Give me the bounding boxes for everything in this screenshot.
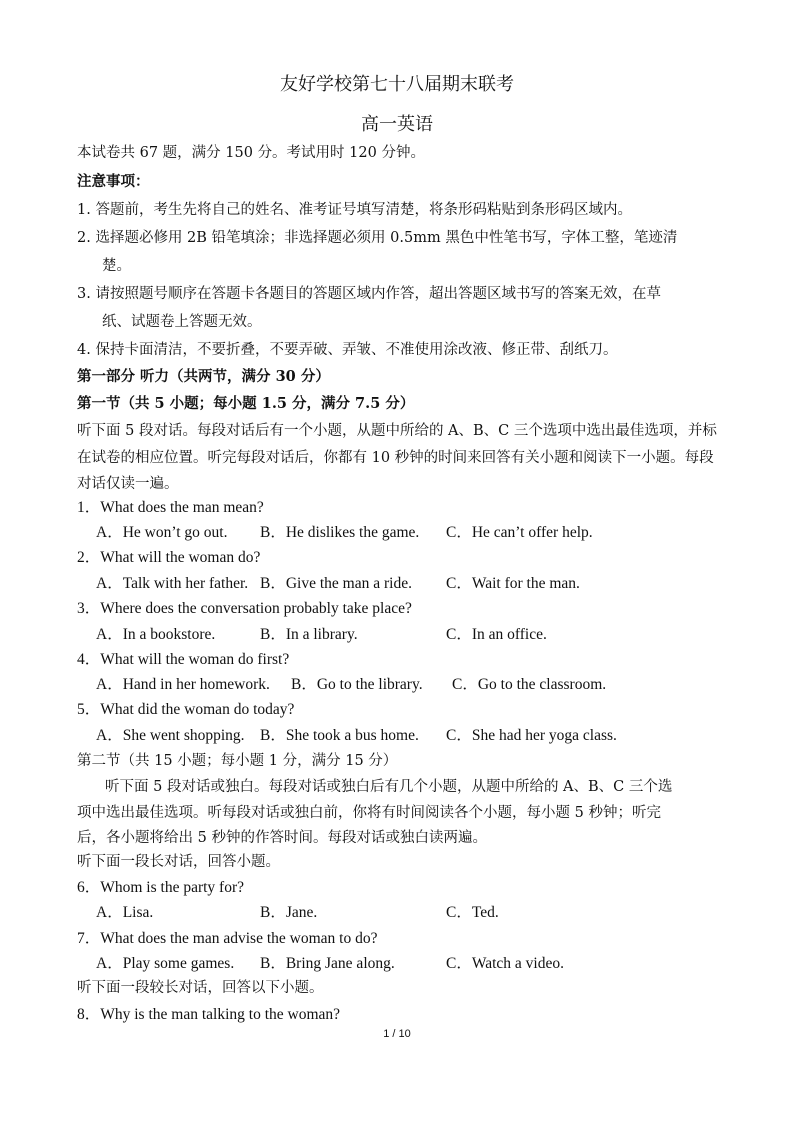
option-a: A．Hand in her homework. [96, 676, 270, 693]
option-c: C．Ted. [446, 904, 499, 921]
option-b: B．Bring Jane along. [260, 955, 395, 972]
section1-instructions: 对话仅读一遍。 [77, 476, 179, 492]
option-a: A．She went shopping. [96, 727, 245, 744]
option-c: C．Go to the classroom. [452, 676, 607, 693]
question-stem: 8．Why is the man talking to the woman? [77, 1006, 341, 1023]
option-a: A．He won’t go out. [96, 524, 228, 541]
notice-heading: 注意事项： [77, 173, 150, 190]
exam-intro: 本试卷共 67 题，满分 150 分。考试用时 120 分钟。 [77, 145, 425, 161]
question-stem: 3．Where does the conversation probably take place? [77, 600, 412, 617]
option-b: B．In a library. [260, 626, 358, 643]
option-b: B．She took a bus home. [260, 727, 419, 744]
option-b: B．Jane. [260, 904, 318, 921]
question-stem: 4．What will the woman do first? [77, 651, 290, 668]
section1-instructions: 听下面 5 段对话。每段对话后有一个小题，从题中所给的 A、B、C 三个选项中选出最佳选项，并标 [77, 423, 717, 439]
section2-heading: 第二节（共 15 小题；每小题 1 分，满分 15 分） [77, 753, 398, 769]
option-c: C．Watch a video. [446, 955, 564, 972]
option-c: C．In an office. [446, 626, 547, 643]
option-a: A．Lisa. [96, 904, 154, 921]
section1-instructions: 在试卷的相应位置。听完每段对话后，你都有 10 秒钟的时间来回答有关小题和阅读下一小题。每段 [77, 450, 714, 466]
question-stem: 7．What does the man advise the woman to do? [77, 930, 378, 947]
section1-heading: 第一节（共 5 小题；每小题 1.5 分，满分 7.5 分） [77, 395, 415, 412]
notice-item: 4. 保持卡面清洁，不要折叠，不要弄破、弄皱、不准使用涂改液、修正带、刮纸刀。 [77, 342, 618, 358]
option-a: A．Talk with her father. [96, 575, 249, 592]
question-stem: 5．What did the woman do today? [77, 701, 295, 718]
section2-instructions: 听下面 5 段对话或独白。每段对话或独白后有几个小题，从题中所给的 A、B、C 三个选 [105, 779, 673, 795]
option-c: C．Wait for the man. [446, 575, 580, 592]
option-a: A．Play some games. [96, 955, 235, 972]
option-b: B．Give the man a ride. [260, 575, 412, 592]
notice-item: 2. 选择题必修用 2B 铅笔填涂；非选择题必须用 0.5mm 黑色中性笔书写，字体工整，笔迹清 [77, 230, 678, 246]
option-c: C．She had her yoga class. [446, 727, 617, 744]
notice-item: 楚。 [102, 258, 131, 274]
notice-item: 1. 答题前，考生先将自己的姓名、准考证号填写清楚，将条形码粘贴到条形码区域内。 [77, 202, 632, 218]
question-stem: 2．What will the woman do? [77, 549, 261, 566]
section2-instructions: 后，各小题将给出 5 秒钟的作答时间。每段对话或独白读两遍。 [77, 830, 487, 846]
page-number: 1 / 10 [383, 1028, 411, 1040]
part1-heading: 第一部分 听力（共两节，满分 30 分） [77, 368, 330, 385]
lead-text: 听下面一段长对话，回答小题。 [77, 854, 280, 870]
option-a: A．In a bookstore. [96, 626, 216, 643]
option-b: B．Go to the library. [291, 676, 423, 693]
section2-instructions: 项中选出最佳选项。听每段对话或独白前，你将有时间阅读各个小题，每小题 5 秒钟；听完 [77, 805, 661, 821]
lead-text: 听下面一段较长对话，回答以下小题。 [77, 980, 324, 996]
exam-subtitle: 高一英语 [361, 114, 433, 135]
option-c: C．He can’t offer help. [446, 524, 593, 541]
notice-item: 3. 请按照题号顺序在答题卡各题目的答题区域内作答，超出答题区域书写的答案无效，在草 [77, 286, 661, 302]
question-stem: 1．What does the man mean? [77, 499, 264, 516]
option-b: B．He dislikes the game. [260, 524, 420, 541]
question-stem: 6．Whom is the party for? [77, 879, 245, 896]
exam-title: 友好学校第七十八届期末联考 [280, 74, 514, 95]
notice-item: 纸、试题卷上答题无效。 [102, 314, 262, 330]
